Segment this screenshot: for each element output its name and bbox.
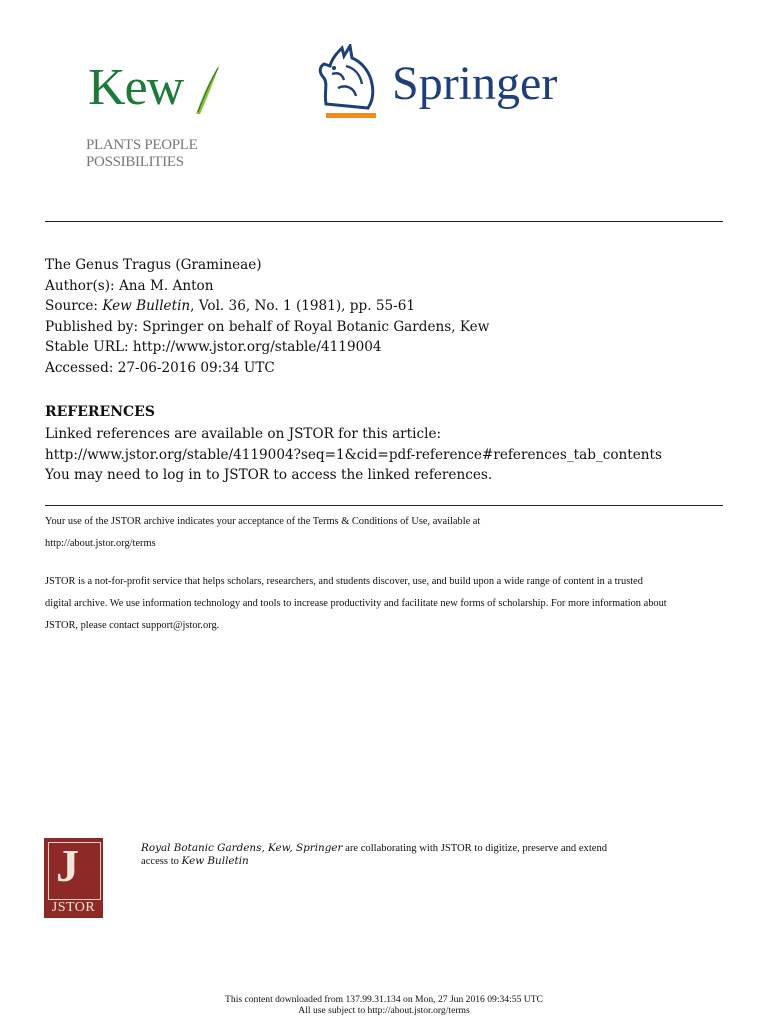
- terms-notice: [45, 511, 480, 555]
- kew-logo: [88, 58, 228, 118]
- references-heading: REFERENCES: [45, 404, 155, 420]
- references-text: You may need to log in to JSTOR to access the linked references.: [45, 467, 493, 484]
- about-text: digital archive. We use information technology and tools to increase productivity and facilitate new forms of scholarship. For more information about: [45, 598, 667, 609]
- journal-title: Kew Bulletin: [181, 855, 249, 867]
- divider: [45, 505, 723, 506]
- springer-accent-bar: [326, 113, 376, 118]
- terms-text: Your use of the JSTOR archive indicates your acceptance of the Terms & Conditions of Use, available at: [45, 516, 481, 527]
- jstor-logo: [44, 838, 103, 918]
- article-source: Source: Kew Bulletin, Vol. 36, No. 1 (1981), pp. 55-61: [45, 298, 416, 315]
- collaboration-notice: [141, 842, 607, 868]
- springer-horse-icon: [316, 44, 378, 114]
- partner-names: Royal Botanic Gardens, Kew, Springer: [141, 842, 343, 854]
- jstor-j-icon: J: [56, 840, 79, 891]
- collab-line: Royal Botanic Gardens, Kew, Springer are collaborating with JSTOR to digitize, preserve and extend: [141, 842, 608, 854]
- journal-title: Kew Bulletin: [102, 298, 191, 315]
- jstor-about: [45, 571, 667, 637]
- divider: [45, 221, 723, 222]
- terms-link[interactable]: http://about.jstor.org/terms: [45, 538, 156, 549]
- references-link[interactable]: http://www.jstor.org/stable/4119004?seq=1&cid=pdf-reference#references_tab_contents: [45, 446, 663, 463]
- footer-line: All use subject to http://about.jstor.org/terms: [298, 1005, 470, 1016]
- jstor-wordmark: JSTOR: [51, 900, 96, 915]
- footer-line: This content downloaded from 137.99.31.134 on Mon, 27 Jun 2016 09:34:55 UTC: [225, 994, 543, 1005]
- kew-tagline-line: PLANTS PEOPLE: [86, 137, 198, 153]
- kew-tagline-line: POSSIBILITIES: [86, 154, 184, 170]
- stable-url-link[interactable]: Stable URL: http://www.jstor.org/stable/4119004: [45, 339, 382, 356]
- references-body: [45, 424, 662, 486]
- kew-tagline: [86, 137, 198, 171]
- article-title: The Genus Tragus (Gramineae): [45, 257, 262, 273]
- accessed-date: Accessed: 27-06-2016 09:34 UTC: [45, 359, 275, 376]
- about-text: JSTOR, please contact support@jstor.org.: [45, 620, 220, 631]
- page-footer: [0, 994, 768, 1016]
- article-authors: Author(s): Ana M. Anton: [45, 277, 214, 294]
- springer-wordmark: Springer: [392, 57, 558, 110]
- article-metadata: [45, 255, 489, 379]
- kew-wordmark: Kew: [88, 59, 184, 116]
- article-publisher: Published by: Springer on behalf of Royal Botanic Gardens, Kew: [45, 318, 490, 335]
- collab-line: access to Kew Bulletin: [141, 855, 249, 867]
- references-text: Linked references are available on JSTOR for this article:: [45, 426, 442, 442]
- leaf-icon: [192, 62, 222, 116]
- about-text: JSTOR is a not-for-profit service that helps scholars, researchers, and students discover, use, and build upon a wide range of content in a trusted: [45, 576, 643, 587]
